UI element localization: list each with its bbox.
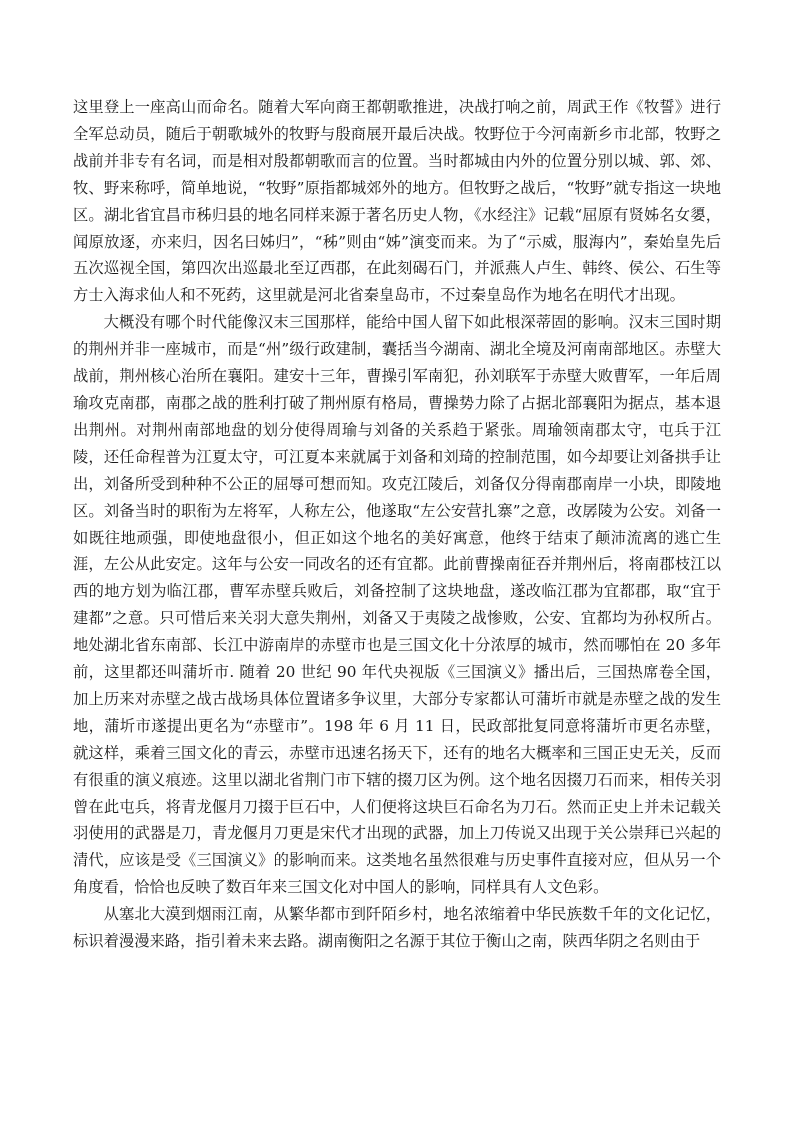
- paragraph-2: 大概没有哪个时代能像汉末三国那样，能给中国人留下如此根深蒂固的影响。汉末三国时期的荆州并非一座城市，而是“州”级行政建制，囊括当今湖南、湖北全境及河南南部地区。赤壁大战前，荆州核心治所在襄阳。建安十三年，曹操引军南犯，孙刘联军于赤壁大败曹军，一年后周瑜攻克南郡，南郡之战的胜利打破了荆州原有格局，曹操势力除了占据北部襄阳为据点，基本退出荆州。对荆州南部地盘的划分使得周瑜与刘备的关系趋于紧张。周瑜领南郡太守，屯兵于江陵，还任命程普为江夏太守，可江夏本来就属于刘备和刘琦的控制范围，如今却要让刘备拱手让出，刘备所受到种种不公正的屈辱可想而知。攻克江陵后，刘备仅分得南郡南岸一小块，即陵地区。刘备当时的职衔为左将军，人称左公，他遂取“左公安营扎寨”之意，改孱陵为公安。刘备一如既往地顽强，即使地盘很小，但正如这个地名的美好寓意，他终于结束了颠沛流离的逃亡生涯，左公从此安定。这年与公安一同改名的还有宜都。此前曹操南征吞并荆州后，将南郡枝江以西的地方划为临江郡，曹军赤壁兵败后，刘备控制了这块地盘，遂改临江郡为宜都郡，取“宜于建都”之意。只可惜后来关羽大意失荆州，刘备又于夷陵之战惨败，公安、宜都均为孙权所占。地处湖北省东南部、长江中游南岸的赤壁市也是三国文化十分浓厚的城市，然而哪怕在 20 多年前，这里都还叫蒲圻市. 随着 20 世纪 90 年代央视版《三国演义》播出后，三国热席卷全国，加上历来对赤壁之战古战场具体位置诸多争议里，大部分专家都认可蒲圻市就是赤壁之战的发生地，蒲圻市遂提出更名为“赤壁市”。198 年 6 月 11 日，民政部批复同意将蒲圻市更名赤壁，就这样，乘着三国文化的青云，赤壁市迅速名扬天下，还有的地名大概率和三国正史无关，反而有很重的演义痕迹。这里以湖北省荆门市下辖的掇刀区为例。这个地名因掇刀石而来，相传关羽曾在此屯兵，将青龙偃月刀掇于巨石中，人们便将这块巨石命名为刀石。然而正史上并未记载关羽使用的武器是刀，青龙偃月刀更是宋代才出现的武器，加上刀传说又出现于关公崇拜已兴起的清代，应该是受《三国演义》的影响而来。这类地名虽然很难与历史事件直接对应，但从另一个角度看，恰恰也反映了数百年来三国文化对中国人的影响，同样具有人文色彩。: [73, 313, 721, 897]
- document-page: [73, 94, 721, 955]
- paragraph-3: 从塞北大漠到烟雨江南，从繁华都市到阡陌乡村，地名浓缩着中华民族数千年的文化记忆，标识着漫漫来路，指引着未来去路。湖南衡阳之名源于其位于衡山之南，陕西华阴之名则由于: [73, 905, 721, 951]
- paragraph-1: 这里登上一座高山而命名。随着大军向商王都朝歌推进，决战打响之前，周武王作《牧誓》进行全军总动员，随后于朝歌城外的牧野与殷商展开最后决战。牧野位于今河南新乡市北部，牧野之战前并非专有名词，而是相对殷都朝歌而言的位置。当时都城由内外的位置分别以城、郭、郊、牧、野来称呼，简单地说，“牧野”原指都城郊外的地方。但牧野之战后，“牧野”就专指这一块地区。湖北省宜昌市秭归县的地名同样来源于著名历史人物，《水经注》记载“屈原有贤姊名女嬃，闻原放逐，亦来归，因名曰姊归”，“秭”则由“姊”演变而来。为了“示威，服海内”，秦始皇先后五次巡视全国，第四次出巡最北至辽西郡，在此刻碣石门，并派燕人卢生、韩终、侯公、石生等方士入海求仙人和不死药，这里就是河北省秦皇岛市，不过秦皇岛作为地名在明代才出现。: [73, 98, 721, 305]
